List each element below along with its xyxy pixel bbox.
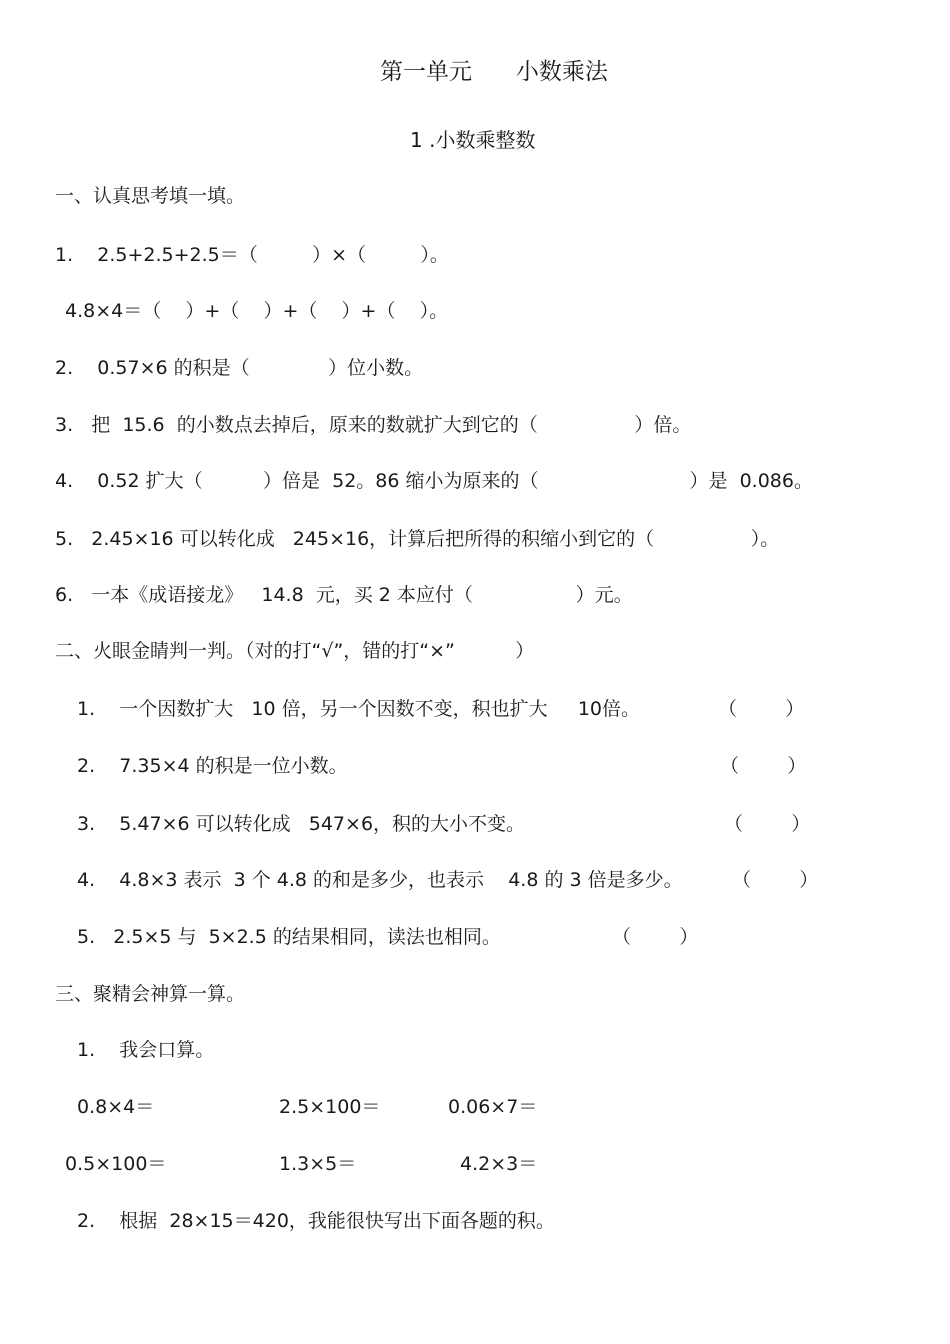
lesson-title: 1 .小数乘整数 bbox=[410, 128, 536, 152]
products-instruction: 2. 根据 28×15＝420，我能很快写出下面各题的积。 bbox=[77, 1210, 555, 1232]
question-1b: 4.8×4＝（ ）+（ ）+（ ）+（ ）。 bbox=[65, 300, 449, 322]
section1-heading: 一、认真思考填一填。 bbox=[55, 185, 246, 207]
question-4: 4. 0.52 扩大（ ）倍是 52。86 缩小为原来的（ ）是 0.086。 bbox=[55, 470, 813, 492]
judge-bracket-3: （ ） bbox=[724, 813, 811, 835]
calc-1: 0.8×4＝ bbox=[77, 1096, 155, 1118]
page-title: 第一单元 小数乘法 bbox=[380, 59, 608, 85]
section3-heading: 三、聚精会神算一算。 bbox=[55, 983, 246, 1005]
judge-item-1: 1. 一个因数扩大 10 倍，另一个因数不变，积也扩大 10倍。 bbox=[77, 698, 640, 720]
judge-item-2: 2. 7.35×4 的积是一位小数。 bbox=[77, 755, 348, 777]
judge-bracket-4: （ ） bbox=[732, 869, 819, 891]
question-2: 2. 0.57×6 的积是（ ）位小数。 bbox=[55, 357, 424, 379]
calc-2: 2.5×100＝ bbox=[279, 1096, 381, 1118]
calc-4: 0.5×100＝ bbox=[65, 1153, 167, 1175]
judge-item-3: 3. 5.47×6 可以转化成 547×6，积的大小不变。 bbox=[77, 813, 526, 835]
question-5: 5. 2.45×16 可以转化成 245×16，计算后把所得的积缩小到它的（ ）。 bbox=[55, 528, 780, 550]
calc-5: 1.3×5＝ bbox=[279, 1153, 357, 1175]
judge-item-4: 4. 4.8×3 表示 3 个 4.8 的和是多少，也表示 4.8 的 3 倍是多少。 bbox=[77, 869, 683, 891]
calc-6: 4.2×3＝ bbox=[460, 1153, 538, 1175]
section2-heading: 二、火眼金睛判一判。（对的打“√”，错的打“×” ） bbox=[55, 640, 535, 662]
oral-calc-label: 1. 我会口算。 bbox=[77, 1039, 215, 1061]
question-6: 6. 一本《成语接龙》 14.8 元，买 2 本应付（ ）元。 bbox=[55, 584, 633, 606]
judge-item-5: 5. 2.5×5 与 5×2.5 的结果相同，读法也相同。 bbox=[77, 926, 501, 948]
question-3: 3. 把 15.6 的小数点去掉后，原来的数就扩大到它的（ ）倍。 bbox=[55, 414, 692, 436]
judge-bracket-5: （ ） bbox=[612, 926, 699, 948]
question-1a: 1. 2.5+2.5+2.5＝（ ）×（ ）。 bbox=[55, 244, 449, 266]
calc-3: 0.06×7＝ bbox=[448, 1096, 538, 1118]
judge-bracket-1: （ ） bbox=[718, 698, 805, 720]
judge-bracket-2: （ ） bbox=[720, 755, 807, 777]
